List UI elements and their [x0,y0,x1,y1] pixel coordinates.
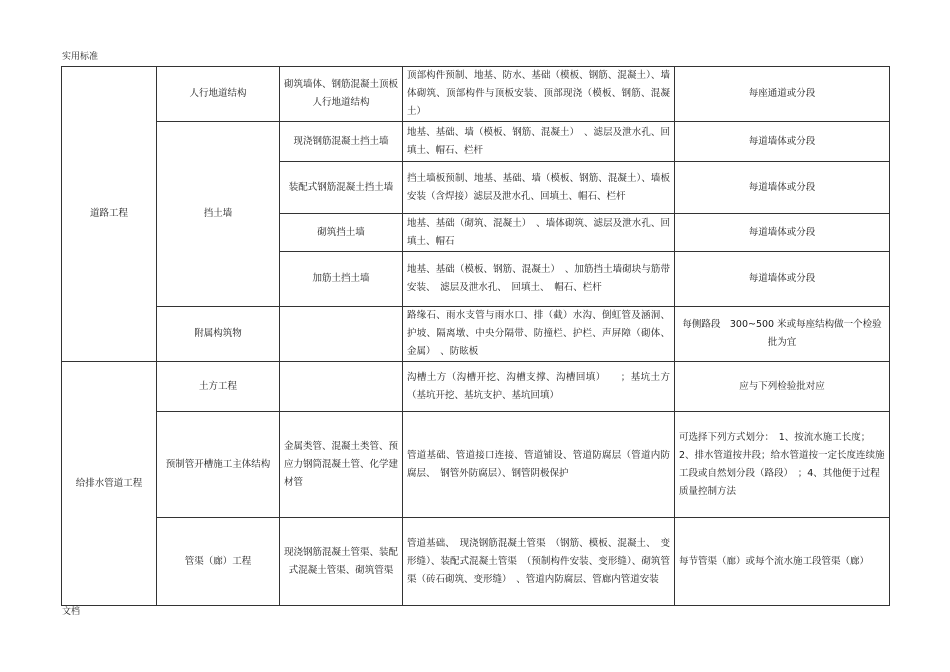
batch-division-cell: 应与下列检验批对应 [675,362,890,412]
sub-project-cell: 砌筑墙体、钢筋混凝土顶板人行地道结构 [280,67,403,122]
table-row [62,122,890,162]
table-row [62,362,890,412]
project-cell: 管渠（廊）工程 [157,518,280,606]
sub-project-cell [280,362,403,412]
table-row [62,412,890,518]
batch-division-cell: 可选择下列方式划分： 1、按流水施工长度； 2、排水管道按井段；给水管道按一定长度连续施工段或自然划分段（路段） ；4、其他便于过程质量控制方法 [675,412,890,518]
page-header: 实用标准 [62,52,99,62]
table-row [62,518,890,606]
batch-division-cell: 每道墙体或分段 [675,252,890,307]
inspection-items-cell: 管道基础、管道接口连接、管道铺设、管道防腐层（管道内防腐层、 钢管外防腐层）、钢管阴极保护 [403,412,675,518]
inspection-items-cell: 路缘石、雨水支管与雨水口、排（截）水沟、倒虹管及涵洞、护坡、隔离墩、中央分隔带、防撞栏、护栏、声屏障（砌体、金属） 、防眩板 [403,307,675,362]
inspection-items-cell: 地基、基础（砌筑、混凝土） 、墙体砌筑、滤层及泄水孔、回填土、帽石 [403,214,675,252]
sub-project-cell: 砌筑挡土墙 [280,214,403,252]
inspection-items-cell: 地基、基础（模板、钢筋、混凝土） 、加筋挡土墙砌块与筋带安装、 滤层及泄水孔、 回填土、 帽石、栏杆 [403,252,675,307]
sub-project-cell: 现浇钢筋混凝土挡土墙 [280,122,403,162]
inspection-lot-table [61,66,890,606]
batch-division-cell: 每节管渠（廊）或每个流水施工段管渠（廊） [675,518,890,606]
sub-project-cell: 加筋土挡土墙 [280,252,403,307]
batch-division-cell: 每侧路段 300~500 米或每座结构做一个检验批为宜 [675,307,890,362]
table-row [62,67,890,122]
project-cell: 土方工程 [157,362,280,412]
project-cell: 人行地道结构 [157,67,280,122]
page-footer: 文档 [62,607,81,617]
sub-project-cell: 现浇钢筋混凝土管渠、装配式混凝土管渠、砌筑管渠 [280,518,403,606]
inspection-items-cell: 管道基础、 现浇钢筋混凝土管渠 （钢筋、模板、混凝土、 变形缝）、装配式混凝土管渠 （预制构件安装、变形缝）、砌筑管渠（砖石砌筑、变形缝） 、管道内防腐层、管廊内管道安装 [403,518,675,606]
category-cell: 道路工程 [62,67,157,362]
sub-project-cell: 装配式钢筋混凝土挡土墙 [280,162,403,214]
project-cell: 附属构筑物 [157,307,280,362]
batch-division-cell: 每道墙体或分段 [675,122,890,162]
inspection-items-cell: 地基、基础、墙（模板、钢筋、混凝土） 、滤层及泄水孔、回填土、帽石、栏杆 [403,122,675,162]
sub-project-cell [280,307,403,362]
inspection-items-cell: 挡土墙板预制、地基、基础、墙（模板、钢筋、混凝土）、墙板安装（含焊接）滤层及泄水孔、回填土、帽石、栏杆 [403,162,675,214]
inspection-items-cell: 沟槽土方（沟槽开挖、沟槽支撑、沟槽回填） ；基坑土方（基坑开挖、基坑支护、基坑回填） [403,362,675,412]
batch-division-cell: 每道墙体或分段 [675,162,890,214]
inspection-items-cell: 顶部构件预制、地基、防水、基础（模板、钢筋、混凝土）、墙体砌筑、顶部构件与顶板安装、顶部现浇（模板、钢筋、混凝土） [403,67,675,122]
project-cell: 挡土墙 [157,122,280,307]
project-cell: 预制管开槽施工主体结构 [157,412,280,518]
category-cell: 给排水管道工程 [62,362,157,606]
sub-project-cell: 金属类管、混凝土类管、预应力钢筒混凝土管、化学建材管 [280,412,403,518]
batch-division-cell: 每座通道或分段 [675,67,890,122]
table-row [62,307,890,362]
batch-division-cell: 每道墙体或分段 [675,214,890,252]
